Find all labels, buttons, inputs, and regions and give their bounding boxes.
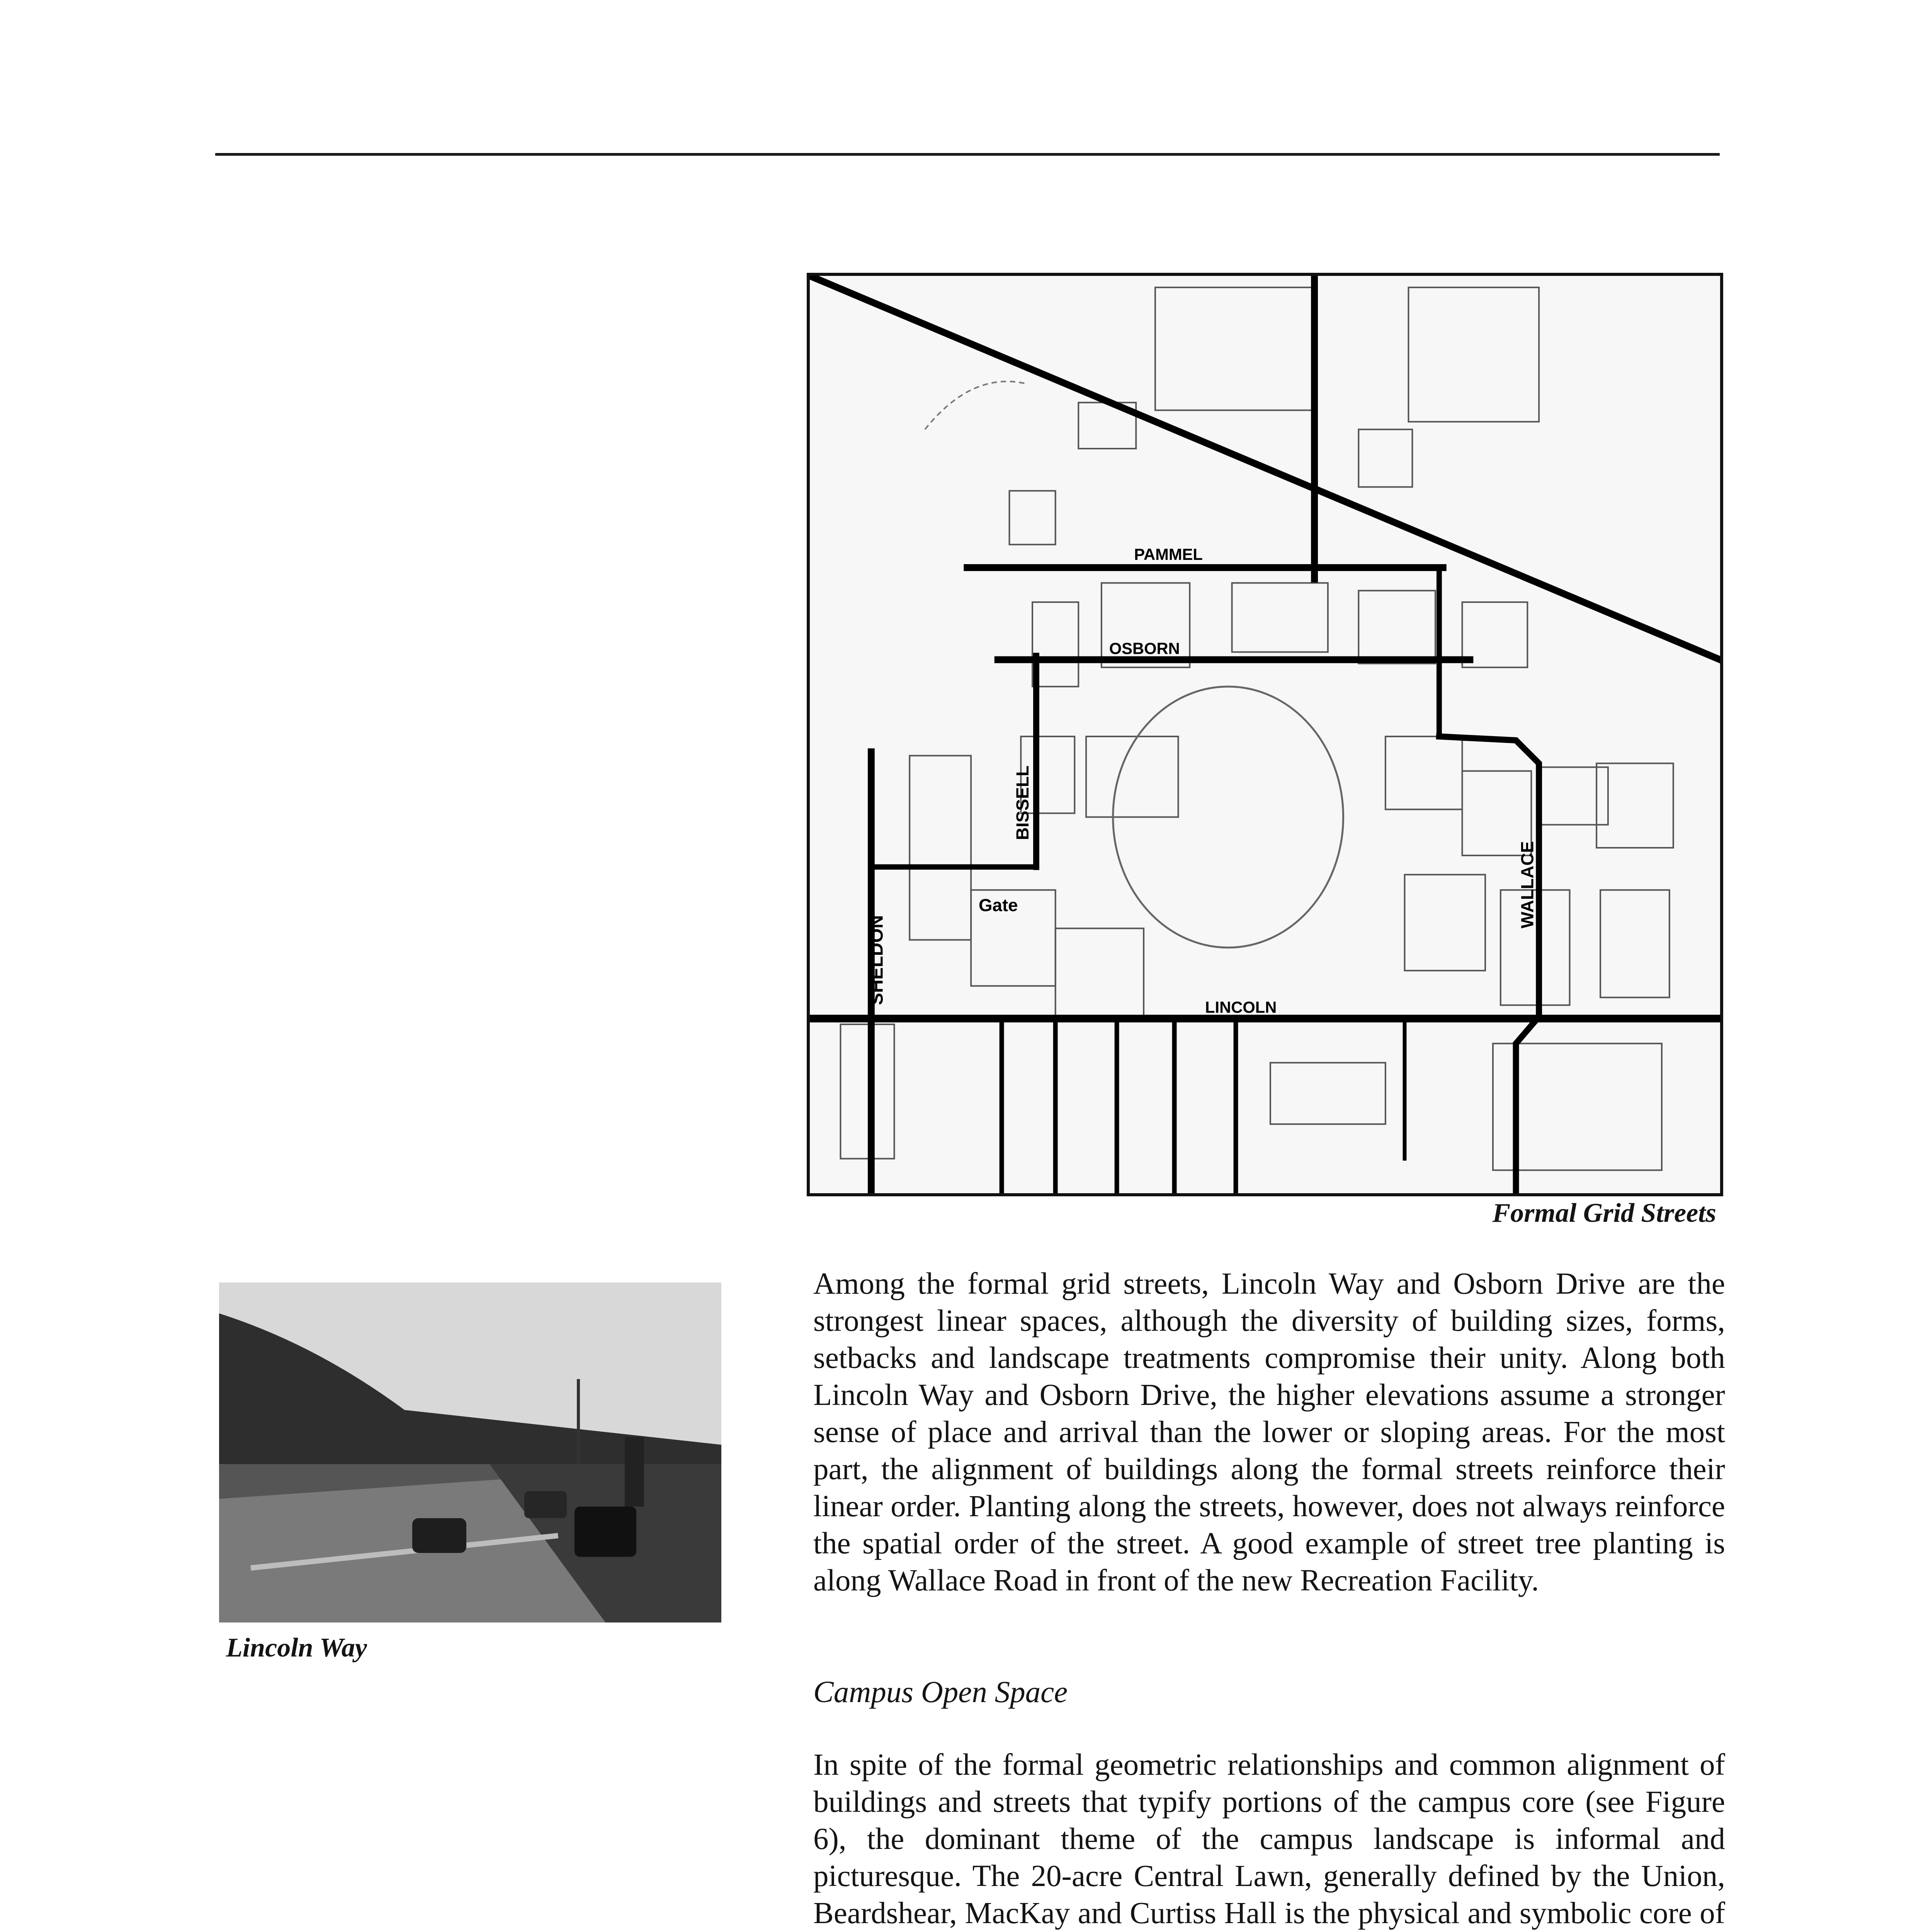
campus-map bbox=[807, 273, 1723, 1196]
map-streets bbox=[810, 276, 1720, 1193]
lincoln-way-caption: Lincoln Way bbox=[226, 1633, 367, 1663]
map-label-sheldon: SHELDON bbox=[866, 915, 887, 1005]
body-paragraph-2: In spite of the formal geometric relationships and common alignment of buildings and streets that typify portions of the campus core (see Figure 6), the dominant theme of the campus landscape is informal and picturesque. The 20-acre Central Lawn, generally defined by the Union, Beardshear, MacKay and Curtiss Hall is the physical and symbolic core of bbox=[813, 1748, 1725, 1930]
section-heading: Campus Open Space bbox=[813, 1675, 1068, 1709]
map-label-wallace: WALLACE bbox=[1517, 841, 1537, 929]
map-label-gate: Gate bbox=[979, 895, 1018, 915]
map-label-osborn: OSBORN bbox=[1109, 639, 1180, 658]
map-label-bissell: BISSELL bbox=[1013, 765, 1033, 840]
lincoln-way-image bbox=[219, 1282, 721, 1622]
map-label-lincoln: LINCOLN bbox=[1205, 998, 1277, 1017]
map-caption: Formal Grid Streets bbox=[1492, 1198, 1716, 1228]
top-rule bbox=[215, 153, 1720, 156]
campus-map-drawing bbox=[810, 276, 1720, 1193]
map-buildings bbox=[840, 287, 1673, 1170]
lincoln-way-photo bbox=[219, 1282, 721, 1622]
map-label-pammel: PAMMEL bbox=[1134, 545, 1203, 564]
map-contour-line bbox=[925, 381, 1025, 429]
body-paragraph-1: Among the formal grid streets, Lincoln Way and Osborn Drive are the strongest linear spaces, although the diversity of building sizes, forms, setbacks and landscape treatments compromise their unity. Along both Lincoln Way and Osborn Drive, the higher elevations assume a stronger sense of place and arrival than the lower or sloping areas. For the most part, the alignment of buildings along the formal streets reinforce their linear order. Planting along the streets, however, does not always reinforce the spatial order of the street. A good example of street tree planting is along Wallace Road in front of the new Recreation Facility. bbox=[813, 1267, 1725, 1597]
